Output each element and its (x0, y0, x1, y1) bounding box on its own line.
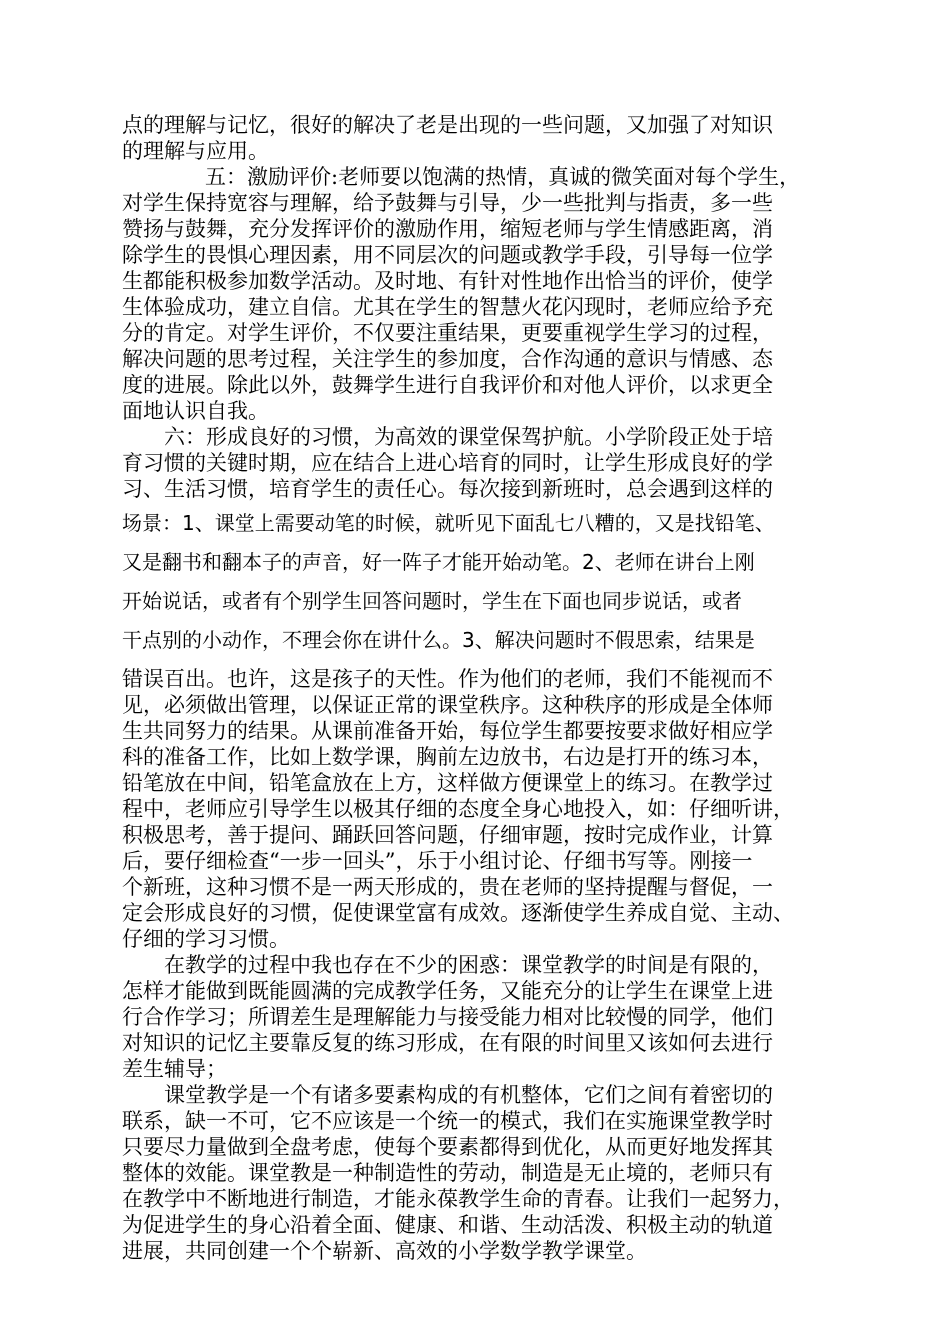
text-line: 干点别的小动作，不理会你在讲什么。3、解决问题时不假思索，结果是 (122, 628, 755, 652)
text-line: 课堂教学是一个有诸多要素构成的有机整体，它们之间有着密切的 (164, 1083, 773, 1107)
text-line: 又是翻书和翻本子的声音，好一阵子才能开始动笔。2、老师在讲台上刚 (122, 550, 755, 574)
text-line: 开始说话，或者有个别学生回答问题时，学生在下面也同步说话，或者 (122, 589, 742, 613)
text-line: 差生辅导； (122, 1057, 227, 1081)
text-line: 解决问题的思考过程，关注学生的参加度，合作沟通的意识与情感、态 (122, 347, 773, 371)
text-line: 五：激励评价:老师要以饱满的热情，真诚的微笑面对每个学生， (205, 165, 801, 189)
text-line: 积极思考，善于提问、踊跃回答问题，仔细审题，按时完成作业，计算 (122, 823, 773, 847)
text-line: 只要尽力量做到全盘考虑，使每个要素都得到优化，从而更好地发挥其 (122, 1135, 773, 1159)
text-line: 行合作学习；所谓差生是理解能力与接受能力相对比较慢的同学，他们 (122, 1005, 773, 1029)
text-line: 生共同努力的结果。从课前准备开始，每位学生都要按要求做好相应学 (122, 719, 773, 743)
text-line: 面地认识自我。 (122, 399, 269, 423)
text-line: 生都能积极参加数学活动。及时地、有针对性地作出恰当的评价，使学 (122, 269, 773, 293)
text-line: 怎样才能做到既能圆满的完成教学任务，又能充分的让学生在课堂上进 (122, 979, 773, 1003)
text-line: 程中，老师应引导学生以极其仔细的态度全身心地投入，如：仔细听讲， (122, 797, 794, 821)
text-line: 为促进学生的身心沿着全面、健康、和谐、生动活泼、积极主动的轨道 (122, 1213, 773, 1237)
text-line: 除学生的畏惧心理因素，用不同层次的问题或教学手段，引导每一位学 (122, 243, 773, 267)
text-line: 科的准备工作，比如上数学课，胸前左边放书，右边是打开的练习本， (122, 745, 773, 769)
text-line: 六：形成良好的习惯，为高效的课堂保驾护航。小学阶段正处于培 (164, 425, 773, 449)
text-line: 生体验成功，建立自信。尤其在学生的智慧火花闪现时，老师应给予充 (122, 295, 773, 319)
text-line: 对知识的记忆主要靠反复的练习形成，在有限的时间里又该如何去进行 (122, 1031, 773, 1055)
text-line: 育习惯的关键时期，应在结合上进心培育的同时，让学生形成良好的学 (122, 451, 773, 475)
text-line: 联系，缺一不可，它不应该是一个统一的模式，我们在实施课堂教学时 (122, 1109, 773, 1133)
text-line: 分的肯定。对学生评价，不仅要注重结果，更要重视学生学习的过程， (122, 321, 773, 345)
text-line: 个新班，这种习惯不是一两天形成的，贵在老师的坚持提醒与督促，一 (122, 875, 773, 899)
text-line: 整体的效能。课堂教是一种制造性的劳动，制造是无止境的，老师只有 (122, 1161, 773, 1185)
text-line: 赞扬与鼓舞，充分发挥评价的激励作用，缩短老师与学生情感距离，消 (122, 217, 773, 241)
text-line: 对学生保持宽容与理解，给予鼓舞与引导，少一些批判与指责，多一些 (122, 191, 773, 215)
text-line: 度的进展。除此以外，鼓舞学生进行自我评价和对他人评价，以求更全 (122, 373, 773, 397)
text-line: 见，必须做出管理，以保证正常的课堂秩序。这种秩序的形成是全体师 (122, 693, 773, 717)
text-line: 习、生活习惯，培育学生的责任心。每次接到新班时，总会遇到这样的 (122, 477, 773, 501)
text-line: 铅笔放在中间，铅笔盒放在上方，这样做方便课堂上的练习。在教学过 (122, 771, 773, 795)
text-line: 仔细的学习习惯。 (122, 927, 290, 951)
text-line: 在教学的过程中我也存在不少的困惑：课堂教学的时间是有限的， (164, 953, 773, 977)
text-line: 后，要仔细检查“一步一回头”，乐于小组讨论、仔细书写等。刚接一 (122, 849, 753, 873)
text-line: 的理解与应用。 (122, 139, 269, 163)
text-line: 场景：1、课堂上需要动笔的时候，就听见下面乱七八糟的，又是找铅笔、 (122, 511, 775, 535)
text-line: 定会形成良好的习惯，促使课堂富有成效。逐渐使学生养成自觉、主动、 (122, 901, 794, 925)
text-line: 进展，共同创建一个个崭新、高效的小学数学教学课堂。 (122, 1239, 647, 1263)
text-line: 在教学中不断地进行制造，才能永葆教学生命的青春。让我们一起努力， (122, 1187, 794, 1211)
text-line: 点的理解与记忆，很好的解决了老是出现的一些问题，又加强了对知识 (122, 113, 773, 137)
text-line: 错误百出。也许，这是孩子的天性。作为他们的老师，我们不能视而不 (122, 667, 773, 691)
